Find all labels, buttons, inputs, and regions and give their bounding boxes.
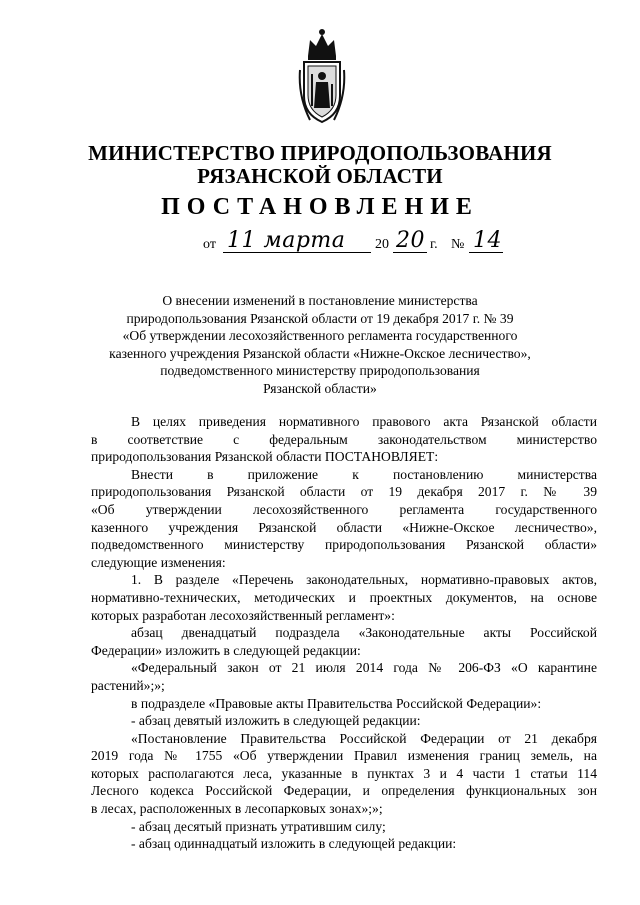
handwritten-date: 11 марта — [227, 228, 346, 253]
body-line: Лесного кодекса Российской Федерации, и определения функциональных зон — [91, 783, 597, 799]
body-line: Внести в приложение к постановлению министерства — [131, 466, 597, 482]
ministry-name — [0, 142, 640, 188]
subject-line: Рязанской области» — [263, 380, 377, 396]
body-line: природопользования Рязанской области от 19 декабря 2017 г. № 39 — [91, 484, 597, 500]
subject-line: казенного учреждения Рязанской области «Нижне-Окское лесничество», — [109, 345, 531, 361]
date-prefix: от — [203, 237, 216, 252]
body-line: В целях приведения нормативного правового акта Рязанской области — [131, 414, 597, 429]
subject-line: природопользования Рязанской области от 19 декабря 2017 г. № 39 — [126, 310, 514, 326]
body-line: в соответствие с федеральным законодательством министерство — [91, 431, 597, 447]
body-line: казенного учреждения Рязанской области «Нижне-Окское лесничество», — [91, 519, 597, 535]
body-line: - абзац одиннадцатый изложить в следующей редакции: — [131, 836, 457, 852]
decree-subject — [100, 292, 540, 398]
body-line: нормативно-технических, методических и проектных документов, на основе — [91, 589, 597, 605]
body-line: - абзац десятый признать утратившим силу; — [131, 818, 386, 834]
subject-line: О внесении изменений в постановление министерства — [162, 293, 478, 308]
coat-of-arms-emblem — [298, 26, 346, 126]
body-line: 2019 года № 1755 «Об утверждении Правил изменения границ земель, на — [91, 748, 597, 764]
body-line: природопользования Рязанской области ПОСТАНОВЛЯЕТ: — [91, 449, 439, 465]
body-line: «Постановление Правительства Российской Федерации от 21 декабря — [131, 730, 597, 746]
handwritten-number: 14 — [473, 228, 502, 253]
body-line: следующие изменения: — [91, 554, 226, 570]
body-line: «Об утверждении лесохозяйственного регламента государственного — [91, 501, 597, 517]
body-line: - абзац девятый изложить в следующей редакции: — [131, 713, 421, 729]
body-line: в подразделе «Правовые акты Правительства Российской Федерации»: — [131, 695, 542, 711]
document-type-title: ПОСТАНОВЛЕНИЕ — [161, 194, 479, 220]
body-line: растений»;»; — [91, 677, 165, 693]
subject-line: «Об утверждении лесохозяйственного регламента государственного — [122, 328, 518, 344]
body-line: которых разработан лесохозяйственный регламент»: — [91, 607, 395, 623]
handwritten-year: 20 — [396, 228, 425, 253]
body-line: 1. В разделе «Перечень законодательных, нормативно-правовых актов, — [131, 572, 597, 588]
body-line: Федерации» изложить в следующей редакции: — [91, 642, 361, 658]
region-line: РЯЗАНСКОЙ ОБЛАСТИ — [197, 164, 443, 188]
number-label: № — [451, 237, 465, 252]
year-prefix: 20 — [375, 237, 389, 252]
date-number-line — [203, 230, 503, 258]
body-line: в лесах, расположенных в лесопарковых зонах»;»; — [91, 801, 383, 817]
year-label: г. — [430, 237, 438, 252]
body-line: «Федеральный закон от 21 июля 2014 года № 206-ФЗ «О карантине — [131, 660, 597, 676]
body-line: которых располагаются леса, указанные в пунктах 3 и 4 части 1 статьи 114 — [91, 765, 597, 781]
decree-body — [91, 413, 597, 853]
body-line: подведомственного министерству природопользования Рязанской области» — [91, 537, 597, 553]
ministry-line: МИНИСТЕРСТВО ПРИРОДОПОЛЬЗОВАНИЯ — [88, 141, 552, 165]
subject-line: подведомственного министерству природопользования — [160, 363, 480, 379]
body-line: абзац двенадцатый подраздела «Законодательные акты Российской — [131, 625, 597, 641]
